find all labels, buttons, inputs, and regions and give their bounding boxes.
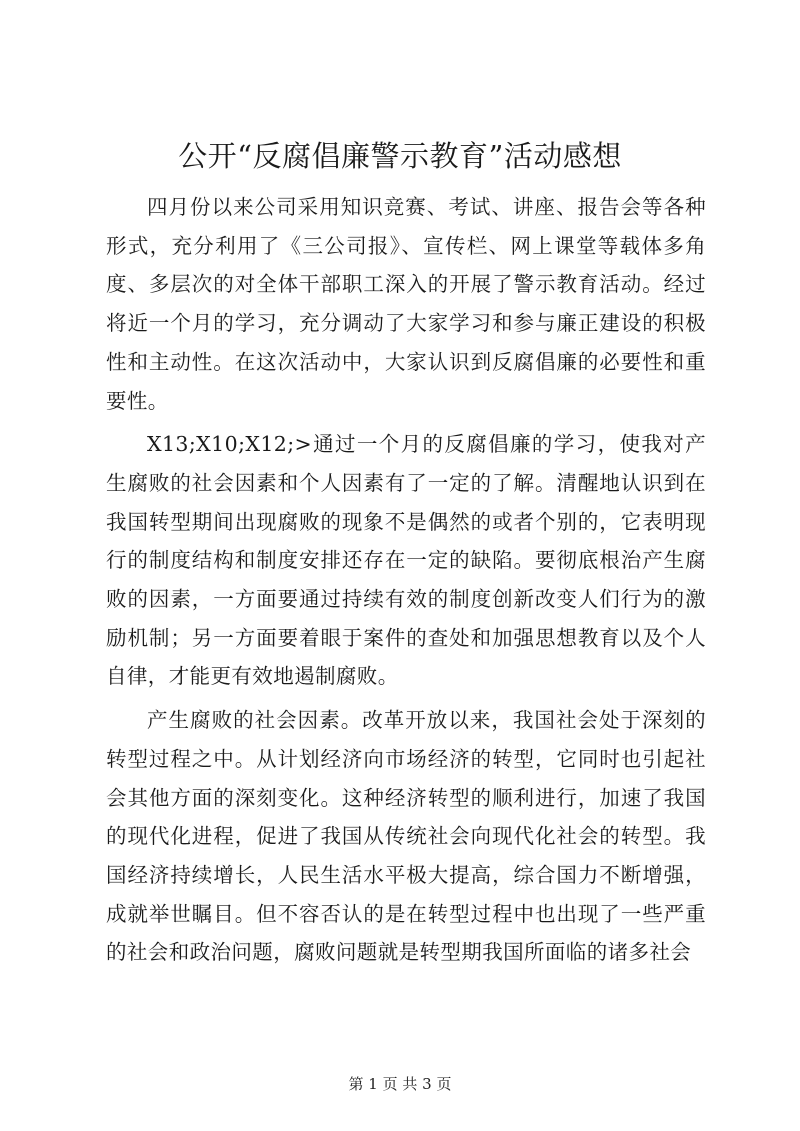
document-body [106,188,706,977]
paragraph-1: 四月份以来公司采用知识竞赛、考试、讲座、报告会等各种形式，充分利用了《三公司报》、宣传栏、网上课堂等载体多角度、多层次的对全体干部职工深入的开展了警示教育活动。经过将近一个月的学习，充分调动了大家学习和参与廉正建设的积极性和主动性。在这次活动中，大家认识到反腐倡廉的必要性和重要性。 [106,195,706,413]
document-title: 公开“反腐倡廉警示教育”活动感想 [178,139,622,173]
page-number-footer: 第 1 页 共 3 页 [348,1075,452,1093]
paragraph-3: 产生腐败的社会因素。改革开放以来，我国社会处于深刻的转型过程之中。从计划经济向市场经济的转型，它同时也引起社会其他方面的深刻变化。这种经济转型的顺利进行，加速了我国的现代化进程，促进了我国从传统社会向现代化社会的转型。我国经济持续增长，人民生活水平极大提高，综合国力不断增强，成就举世瞩目。但不容否认的是在转型过程中也出现了一些严重的社会和政治问题，腐败问题就是转型期我国所面临的诸多社会 [106,708,706,965]
paragraph-2: X13;X10;X12;>通过一个月的反腐倡廉的学习，使我对产生腐败的社会因素和个人因素有了一定的了解。清醒地认识到在我国转型期间出现腐败的现象不是偶然的或者个别的，它表明现行的制度结构和制度安排还存在一定的缺陷。要彻底根治产生腐败的因素，一方面要通过持续有效的制度创新改变人们行为的激励机制；另一方面要着眼于案件的查处和加强思想教育以及个人自律，才能更有效地遏制腐败。 [106,432,706,689]
